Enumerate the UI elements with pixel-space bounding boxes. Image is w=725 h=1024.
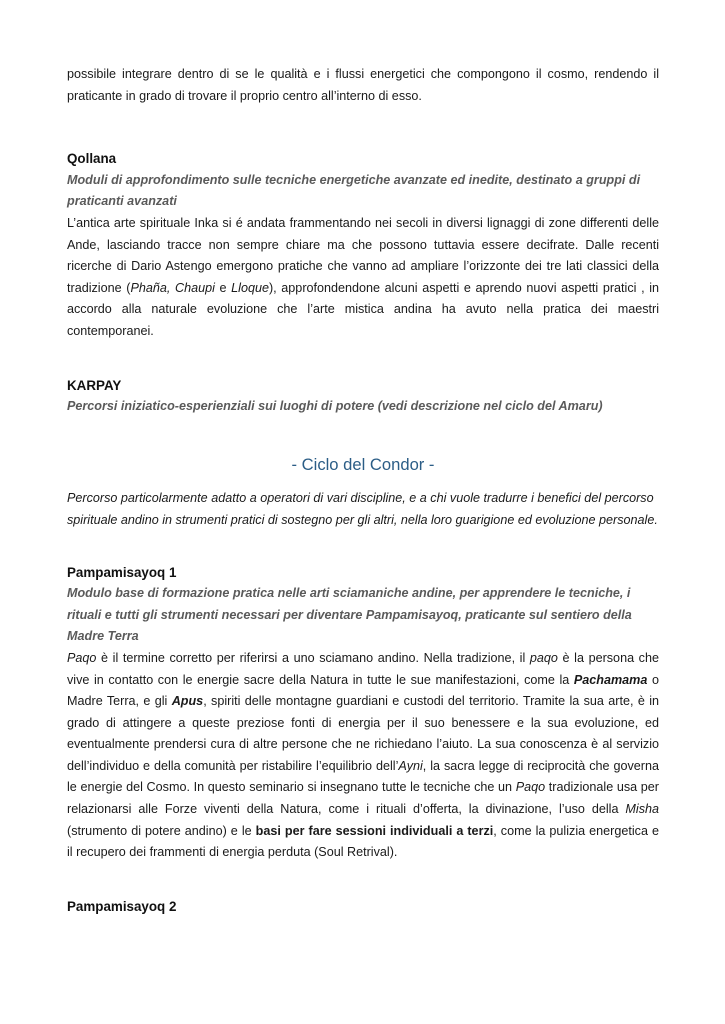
term-paqo: paqo <box>529 650 558 665</box>
body-text: , la sacra legge di reciprocità che governa le energie del Cosmo. In questo seminario si insegnano tutte le tecniche che un <box>67 758 659 795</box>
body-text: , come la pulizia energetica e il recupero dei frammenti di energia perduta (Soul Retrival). <box>67 823 659 860</box>
qollana-subtitle: Moduli di approfondimento sulle tecniche energetiche avanzate ed inedite, destinato a gruppi di praticanti avanzati <box>67 172 641 209</box>
qollana-body-text-2: ), approfondendone alcuni aspetti e aprendo nuovi aspetti pratici , in accordo alla naturale evoluzione che l’arte mistica andina ha avuto nella pratica dei maestri contemporanei. <box>67 280 659 338</box>
karpay-heading: KARPAY <box>67 377 122 393</box>
qollana-body <box>67 213 659 343</box>
body-text: , spiriti delle montagne guardiani e custodi del territorio. Tramite la sua arte, è in grado di attingere a queste preziose fonti di energia per il suo benessere e la sua evoluzione, ed eventualmente prendersi cura di altre persone che ne richiedano l’aiuto. La sua conoscenza è al servizio dell’individuo e della comunità per ristabilire l’equilibrio dell’ <box>67 694 660 773</box>
term-pachamama: Pachamama <box>573 672 648 687</box>
term-apus: Apus <box>171 694 204 709</box>
body-text: è il termine corretto per riferirsi a uno sciamano andino. Nella tradizione, il <box>96 650 530 665</box>
karpay-subtitle: Percorsi iniziatico-esperienziali sui luoghi di potere (vedi descrizione nel ciclo del Amaru) <box>67 399 603 414</box>
cycle-title: - Ciclo del Condor - <box>291 454 435 474</box>
term-paqo: Paqo <box>67 650 97 665</box>
qollana-term-lloque: Lloque <box>231 280 269 295</box>
qollana-conjunction: e <box>214 280 232 295</box>
term-misha: Misha <box>625 802 659 817</box>
document-page <box>67 0 659 917</box>
body-text: (strumento di potere andino) e le <box>67 823 256 838</box>
qollana-term-phana-chaupi: Phaña, Chaupi <box>130 280 215 295</box>
pampamisayoq-1-heading: Pampamisayoq 1 <box>67 564 177 580</box>
term-basi-sessioni: basi per fare sessioni individuali a terzi <box>255 823 494 838</box>
term-ayni: Ayni <box>398 758 423 773</box>
qollana-body-text-1: L’antica arte spirituale Inka si é andata frammentando nei secoli in diversi lignaggi di zone differenti delle Ande, lasciando tracce non sempre chiare ma che possono tuttavia essere decifrate. Dalle recenti ricerche di Dario Astengo emergono pratiche che vanno ad ampliare l’orizzonte dei tre lati classici della tradizione ( <box>67 215 659 295</box>
body-text: o Madre Terra, e gli <box>67 672 659 709</box>
pampamisayoq-2-heading: Pampamisayoq 2 <box>67 898 177 914</box>
cycle-description: Percorso particolarmente adatto a operatori di vari discipline, e a chi vuole tradurre i benefici del percorso spirituale andino in strumenti pratici di sostegno per gli altri, nella loro guarigione ed evoluzione personale. <box>67 490 658 528</box>
intro-paragraph: possibile integrare dentro di se le qualità e i flussi energetici che compongono il cosmo, rendendo il praticante in grado di trovare il proprio centro all’interno di esso. <box>67 67 659 103</box>
qollana-heading: Qollana <box>67 151 117 167</box>
term-paqo: Paqo <box>515 780 546 795</box>
pampamisayoq-1-subtitle: Modulo base di formazione pratica nelle arti sciamaniche andine, per apprendere le tecniche, i rituali e tutti gli strumenti necessari per diventare Pampamisayoq, praticante sul sentiero della Madre Terra <box>67 586 632 644</box>
pampamisayoq-1-body <box>67 648 659 864</box>
body-text: è la persona che vive in contatto con le energie sacre della Natura in tutte le sue manifestazioni, come la <box>67 650 659 687</box>
body-text: tradizionale usa per relazionarsi alle Forze viventi della Natura, come i rituali d’offerta, la divinazione, l’uso della <box>67 780 659 817</box>
